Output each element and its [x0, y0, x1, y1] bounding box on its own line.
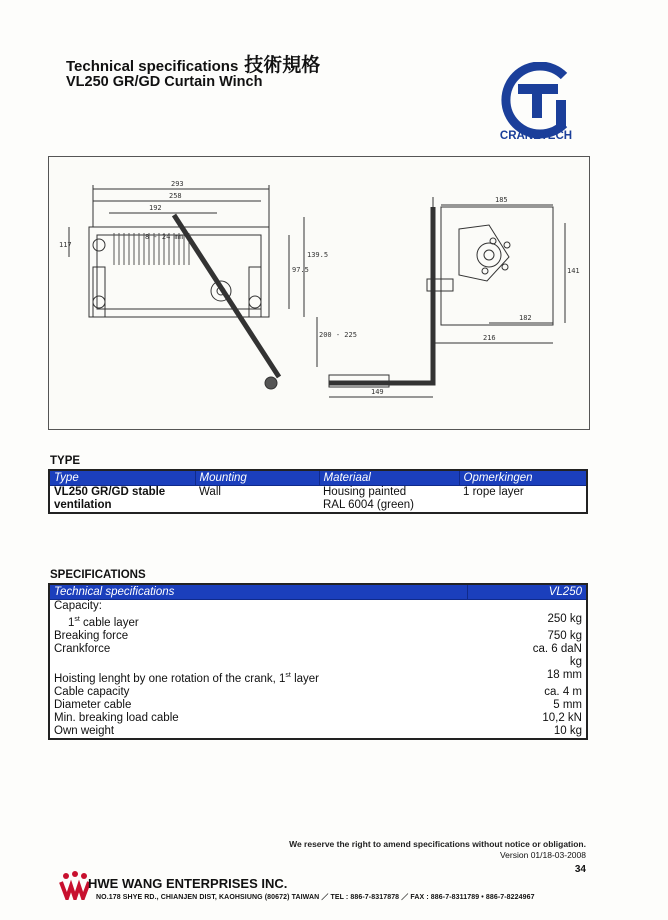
table-row [49, 643, 587, 656]
type-line2: ventilation [54, 499, 112, 511]
company-name: HWE WANG ENTERPRISES INC. [88, 876, 288, 891]
dim-200-225: 200 - 225 [319, 331, 357, 339]
dim-216: 216 [483, 334, 496, 342]
specifications-heading: SPECIFICATIONS [50, 569, 146, 581]
col-type: Type [49, 470, 195, 486]
breaking-value: 750 kg [547, 629, 582, 642]
first-layer-label: 1st cable layer [68, 616, 139, 629]
table-row [49, 725, 587, 739]
min-break-value: 10,2 kN [542, 711, 582, 724]
cable-capacity-value: ca. 4 m [544, 685, 582, 698]
col-remarks: Opmerkingen [459, 470, 587, 486]
dim-192: 192 [149, 204, 162, 212]
dim-rope: 8 - 24 mm [145, 233, 183, 241]
crank-value: ca. 6 daN [532, 642, 582, 655]
col-mounting: Mounting [195, 470, 319, 486]
crank-label: Crankforce [54, 642, 111, 655]
company-address: NO.178 SHYE RD., CHIANJEN DIST, KAOHSIUNG (80672) TAIWAN ／ TEL : 886-7-8317878 ／ FAX : 886-7-8311789 • 886-7-8224967 [96, 894, 535, 901]
spec-table [48, 583, 588, 740]
page-subtitle: VL250 GR/GD Curtain Winch [66, 74, 263, 90]
hoist-value: 18 mm [546, 668, 582, 681]
cable-capacity-label: Cable capacity [54, 685, 130, 698]
winch-drawing [49, 157, 589, 429]
table-row [49, 656, 587, 669]
dim-185: 185 [495, 196, 508, 204]
technical-drawing [48, 156, 590, 430]
title-text: Technical specifications [66, 58, 239, 75]
table-row [49, 686, 587, 699]
dim-141: 141 [567, 267, 580, 275]
diameter-value: 5 mm [553, 698, 582, 711]
dim-149: 149 [371, 388, 384, 396]
type-heading: TYPE [50, 455, 81, 467]
material-line2: RAL 6004 (green) [323, 499, 414, 511]
material-line1: Housing painted [323, 486, 407, 498]
hwe-wang-logo [58, 870, 92, 900]
remarks-cell: 1 rope layer [463, 486, 524, 498]
crank-unit: kg [569, 655, 582, 668]
table-row [49, 630, 587, 643]
min-break-label: Min. breaking load cable [54, 711, 179, 724]
col-spec-label: Technical specifications [49, 584, 467, 600]
col-material: Materiaal [319, 470, 459, 486]
table-row [49, 669, 587, 686]
title-chinese: 技術規格 [244, 54, 321, 76]
hoist-label: Hoisting lenght by one rotation of the crank, 1st layer [54, 671, 319, 685]
table-row [49, 613, 587, 630]
capacity-label: Capacity: [54, 600, 102, 612]
weight-label: Own weight [54, 724, 115, 737]
brand-name: CRANETECH [499, 130, 573, 142]
dim-293: 293 [171, 180, 184, 188]
page-title [66, 50, 320, 77]
type-cell [49, 486, 195, 514]
material-cell [319, 486, 459, 514]
version-text: Version 01/18-03-2008 [499, 850, 586, 860]
type-table [48, 469, 588, 514]
disclaimer-note: We reserve the right to amend specifications without notice or obligation. [289, 839, 586, 849]
col-spec-value: VL250 [467, 584, 587, 600]
dim-139-5: 139.5 [307, 251, 329, 259]
dim-117: 117 [59, 241, 72, 249]
spec-table-header [49, 584, 587, 600]
dim-97-5: 97.5 [292, 266, 309, 274]
first-layer-value: 250 kg [547, 613, 582, 625]
table-row [49, 699, 587, 712]
dim-258: 258 [169, 192, 182, 200]
table-row [49, 600, 587, 614]
dim-182: 182 [519, 314, 532, 322]
table-row [49, 486, 587, 514]
mounting-cell: Wall [199, 486, 221, 498]
table-row [49, 712, 587, 725]
type-table-header [49, 470, 587, 486]
breaking-label: Breaking force [54, 629, 129, 642]
diameter-label: Diameter cable [54, 698, 132, 711]
weight-value: 10 kg [553, 724, 582, 737]
page-number: 34 [574, 864, 586, 875]
type-line1: VL250 GR/GD stable [54, 486, 166, 498]
